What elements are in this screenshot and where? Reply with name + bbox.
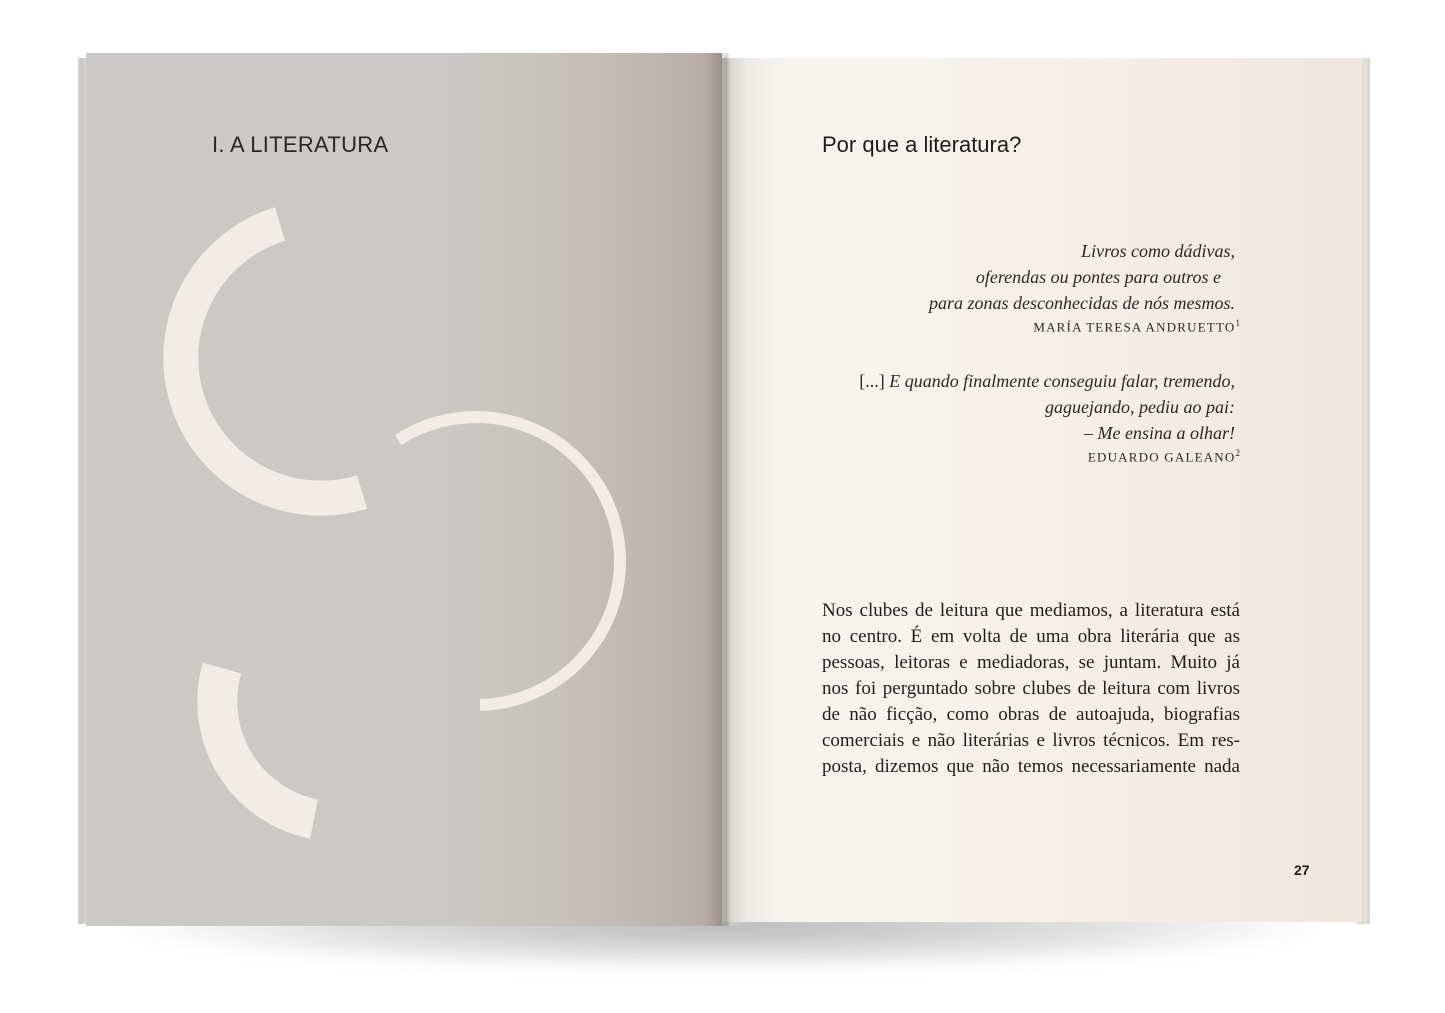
epigraph-line: para zonas desconhecidas de nós mesmos. [929, 293, 1235, 313]
epigraph-line: Livros como dádivas, [1081, 241, 1235, 261]
body-line: de não ficção, como obras de autoajuda, biografias [822, 704, 1240, 725]
body-line: pessoas, leitoras e mediadoras, se juntam. Muito já [822, 652, 1240, 673]
epigraph-author [929, 318, 1240, 335]
epigraph-line-text: E quando finalmente conseguiu falar, tremendo, [889, 371, 1235, 391]
epigraph-line: gaguejando, pediu ao pai: [1045, 397, 1235, 417]
arc-thin [398, 417, 620, 705]
body-line: Nos clubes de leitura que mediamos, a literatura está [822, 600, 1240, 621]
author-name: MARÍA TERESA ANDRUETTO [1033, 319, 1236, 335]
body-line: no centro. É em volta de uma obra literária que as [822, 626, 1240, 647]
section-title: Por que a literatura? [822, 132, 1022, 157]
body-line: posta, dizemos que não temos necessariamente nada [822, 756, 1240, 777]
epigraph-andruetto [929, 238, 1240, 335]
body-line: nos foi perguntado sobre clubes de leitura com livros [822, 678, 1240, 699]
ellipsis-prefix: [...] [859, 371, 885, 391]
epigraph-line: oferendas ou pontes para outros e [975, 267, 1221, 287]
page-number: 27 [1294, 862, 1310, 878]
epigraph-line [859, 368, 1235, 394]
epigraph-galeano [859, 368, 1240, 465]
footnote-ref: 1 [1235, 318, 1240, 328]
author-name: EDUARDO GALEANO [1087, 449, 1236, 465]
body-line: comerciais e não literárias e livros técnicos. Em res- [822, 730, 1240, 751]
body-paragraph [822, 598, 1240, 780]
epigraph-author [859, 448, 1240, 465]
footnote-ref: 2 [1235, 448, 1240, 458]
chapter-title: I. A LITERATURA [212, 132, 389, 157]
arc-large [181, 224, 362, 498]
epigraph-line: – Me ensina a olhar! [1084, 423, 1235, 443]
arc-small [217, 668, 314, 819]
